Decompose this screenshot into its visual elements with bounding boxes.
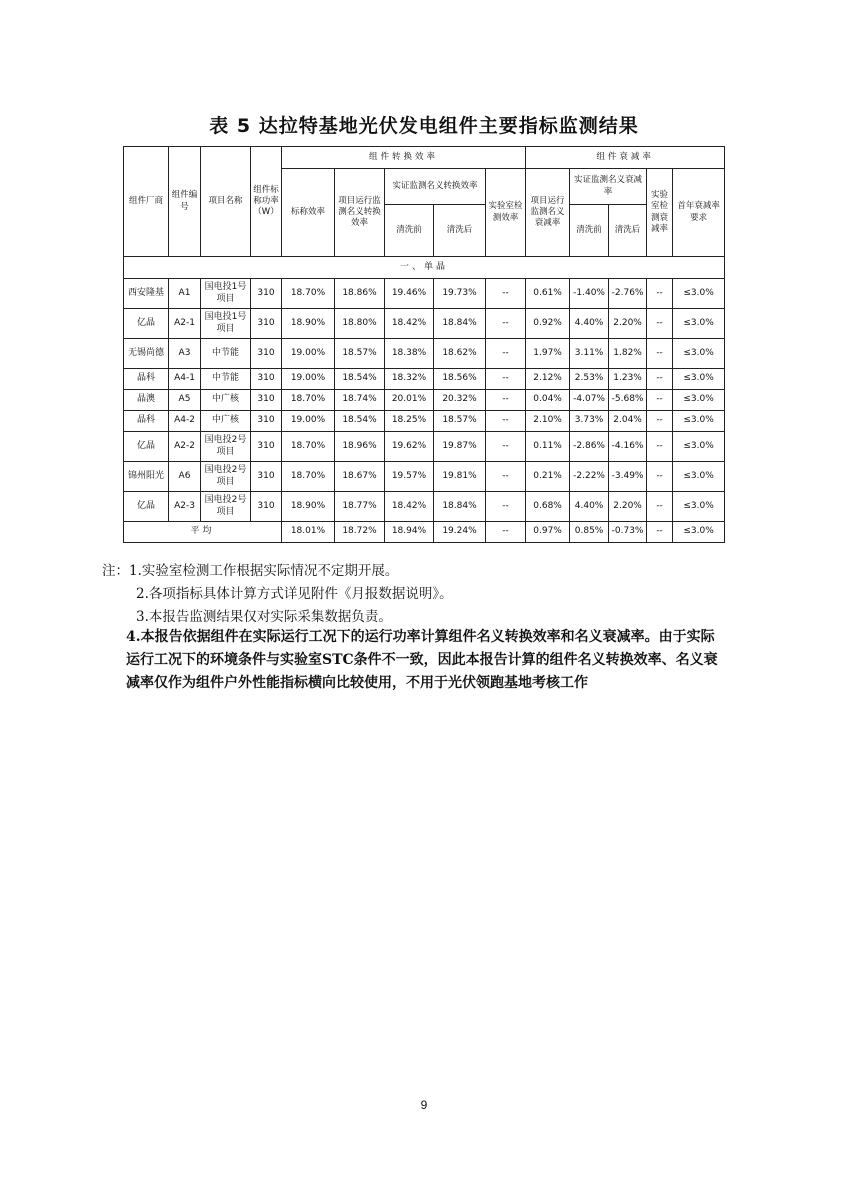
average-cell: 0.97% xyxy=(526,522,570,543)
table-cell-lab-eff: -- xyxy=(486,390,526,411)
table-cell-lab-decay: -- xyxy=(647,369,673,390)
table-cell-decay-after: -5.68% xyxy=(609,390,647,411)
table-cell-req: ≤3.0% xyxy=(673,309,725,339)
page-number: 9 xyxy=(420,1098,428,1112)
table-cell-decay-after: -2.76% xyxy=(609,279,647,309)
table-cell-power: 310 xyxy=(251,462,282,492)
table-cell-field-before: 19.46% xyxy=(385,279,434,309)
table-cell-project: 国电投1号项目 xyxy=(201,279,251,309)
table-cell-field-before: 18.38% xyxy=(385,339,434,369)
col-power: 组件标称功率（W） xyxy=(251,147,282,257)
table-cell-field-after: 18.57% xyxy=(434,411,486,432)
table-row xyxy=(124,369,725,390)
table-cell-manufacturer: 晶澳 xyxy=(124,390,169,411)
table-cell-power: 310 xyxy=(251,492,282,522)
table-cell-req: ≤3.0% xyxy=(673,279,725,309)
table-cell-field-before: 18.32% xyxy=(385,369,434,390)
table-cell-decay-before: 2.53% xyxy=(570,369,609,390)
table-cell-project-decay: 2.12% xyxy=(526,369,570,390)
average-cell: -0.73% xyxy=(609,522,647,543)
col-decay-after: 清洗后 xyxy=(609,205,647,257)
col-field-before: 清洗前 xyxy=(385,205,434,257)
table-cell-project-conv: 18.96% xyxy=(335,432,385,462)
average-cell: 18.72% xyxy=(335,522,385,543)
table-cell-project-decay: 0.04% xyxy=(526,390,570,411)
table-cell-decay-before: 3.73% xyxy=(570,411,609,432)
average-cell: 18.94% xyxy=(385,522,434,543)
table-row xyxy=(124,462,725,492)
table-cell-field-after: 19.87% xyxy=(434,432,486,462)
table-cell-code: A2-2 xyxy=(169,432,201,462)
table-cell-project: 中节能 xyxy=(201,369,251,390)
table-cell-lab-decay: -- xyxy=(647,432,673,462)
table-cell-lab-eff: -- xyxy=(486,492,526,522)
table-cell-field-before: 20.01% xyxy=(385,390,434,411)
table-cell-project: 中广核 xyxy=(201,390,251,411)
table-row xyxy=(124,339,725,369)
table-row xyxy=(124,390,725,411)
table-cell-manufacturer: 锦州阳光 xyxy=(124,462,169,492)
table-cell-project-conv: 18.67% xyxy=(335,462,385,492)
table-cell-req: ≤3.0% xyxy=(673,369,725,390)
table-cell-project-conv: 18.74% xyxy=(335,390,385,411)
table-cell-project-conv: 18.77% xyxy=(335,492,385,522)
table-cell-decay-after: 2.04% xyxy=(609,411,647,432)
table-cell-project-decay: 0.21% xyxy=(526,462,570,492)
table-cell-decay-after: 1.82% xyxy=(609,339,647,369)
col-nominal-eff: 标称效率 xyxy=(282,169,335,257)
table-cell-project: 国电投2号项目 xyxy=(201,432,251,462)
table-cell-manufacturer: 晶科 xyxy=(124,411,169,432)
average-cell: 0.85% xyxy=(570,522,609,543)
table-cell-lab-decay: -- xyxy=(647,339,673,369)
table-cell-code: A4-2 xyxy=(169,411,201,432)
table-cell-field-after: 18.62% xyxy=(434,339,486,369)
table-cell-power: 310 xyxy=(251,369,282,390)
table-cell-decay-after: 1.23% xyxy=(609,369,647,390)
table-cell-field-after: 18.84% xyxy=(434,309,486,339)
table-cell-power: 310 xyxy=(251,309,282,339)
table-cell-decay-after: -3.49% xyxy=(609,462,647,492)
table-cell-project: 国电投2号项目 xyxy=(201,492,251,522)
table-cell-decay-before: 4.40% xyxy=(570,492,609,522)
col-project-conv: 项目运行监测名义转换效率 xyxy=(335,169,385,257)
table-row xyxy=(124,411,725,432)
table-cell-project-decay: 1.97% xyxy=(526,339,570,369)
col-manufacturer: 组件厂商 xyxy=(124,147,169,257)
average-cell: ≤3.0% xyxy=(673,522,725,543)
table-row xyxy=(124,492,725,522)
table-cell-field-after: 20.32% xyxy=(434,390,486,411)
table-cell-lab-eff: -- xyxy=(486,462,526,492)
table-cell-lab-decay: -- xyxy=(647,309,673,339)
conversion-group-header: 组件转换效率 xyxy=(282,147,526,169)
table-cell-decay-before: 4.40% xyxy=(570,309,609,339)
table-cell-project-decay: 0.11% xyxy=(526,432,570,462)
results-table xyxy=(123,146,725,543)
table-cell-nominal-eff: 19.00% xyxy=(282,369,335,390)
table-row xyxy=(124,279,725,309)
table-cell-lab-decay: -- xyxy=(647,492,673,522)
table-cell-project-conv: 18.57% xyxy=(335,339,385,369)
table-cell-project-conv: 18.54% xyxy=(335,369,385,390)
table-row xyxy=(124,432,725,462)
table-cell-decay-after: 2.20% xyxy=(609,309,647,339)
section-label: 一、单晶 xyxy=(124,257,725,279)
page-title: 表 5 达拉特基地光伏发电组件主要指标监测结果 xyxy=(209,115,639,137)
table-cell-field-before: 19.57% xyxy=(385,462,434,492)
table-cell-project-decay: 0.61% xyxy=(526,279,570,309)
table-cell-lab-eff: -- xyxy=(486,411,526,432)
table-cell-field-before: 18.42% xyxy=(385,492,434,522)
table-cell-power: 310 xyxy=(251,432,282,462)
table-cell-decay-before: -2.22% xyxy=(570,462,609,492)
table-cell-lab-eff: -- xyxy=(486,339,526,369)
table-cell-field-before: 18.25% xyxy=(385,411,434,432)
table-cell-lab-eff: -- xyxy=(486,432,526,462)
table-cell-decay-before: -4.07% xyxy=(570,390,609,411)
table-cell-manufacturer: 亿晶 xyxy=(124,432,169,462)
table-cell-field-after: 19.81% xyxy=(434,462,486,492)
average-cell: -- xyxy=(647,522,673,543)
table-cell-nominal-eff: 18.70% xyxy=(282,279,335,309)
table-cell-field-before: 19.62% xyxy=(385,432,434,462)
table-cell-nominal-eff: 19.00% xyxy=(282,339,335,369)
table-cell-code: A6 xyxy=(169,462,201,492)
note-3: 3.本报告监测结果仅对实际采集数据负责。 xyxy=(136,609,392,625)
table-cell-power: 310 xyxy=(251,339,282,369)
table-cell-field-before: 18.42% xyxy=(385,309,434,339)
table-cell-decay-before: 3.11% xyxy=(570,339,609,369)
table-cell-code: A5 xyxy=(169,390,201,411)
col-lab-decay: 实验室检测衰减率 xyxy=(647,169,673,257)
table-cell-req: ≤3.0% xyxy=(673,390,725,411)
table-cell-req: ≤3.0% xyxy=(673,432,725,462)
note-1: 注：1.实验室检测工作根据实际情况不定期开展。 xyxy=(102,563,399,579)
table-cell-manufacturer: 无锡尚德 xyxy=(124,339,169,369)
average-cell: 18.01% xyxy=(282,522,335,543)
col-first-year-req: 首年衰减率要求 xyxy=(673,169,725,257)
table-cell-project-conv: 18.80% xyxy=(335,309,385,339)
col-field-conv: 实证监测名义转换效率 xyxy=(385,169,486,205)
table-cell-field-after: 19.73% xyxy=(434,279,486,309)
col-decay-before: 清洗前 xyxy=(570,205,609,257)
table-cell-lab-decay: -- xyxy=(647,411,673,432)
table-cell-code: A1 xyxy=(169,279,201,309)
table-cell-manufacturer: 亿晶 xyxy=(124,309,169,339)
table-cell-manufacturer: 西安隆基 xyxy=(124,279,169,309)
col-field-after: 清洗后 xyxy=(434,205,486,257)
table-row xyxy=(124,309,725,339)
decay-group-header: 组件衰减率 xyxy=(526,147,725,169)
average-row xyxy=(124,522,725,543)
table-cell-lab-decay: -- xyxy=(647,390,673,411)
col-lab-eff: 实验室检测效率 xyxy=(486,169,526,257)
table-cell-nominal-eff: 18.90% xyxy=(282,309,335,339)
table-cell-req: ≤3.0% xyxy=(673,411,725,432)
table-cell-power: 310 xyxy=(251,390,282,411)
table-cell-nominal-eff: 18.70% xyxy=(282,432,335,462)
table-cell-decay-before: -1.40% xyxy=(570,279,609,309)
table-cell-project-decay: 2.10% xyxy=(526,411,570,432)
table-cell-project: 国电投1号项目 xyxy=(201,309,251,339)
table-cell-decay-after: 2.20% xyxy=(609,492,647,522)
table-cell-lab-eff: -- xyxy=(486,309,526,339)
table-cell-field-after: 18.84% xyxy=(434,492,486,522)
table-cell-req: ≤3.0% xyxy=(673,462,725,492)
table-cell-decay-after: -4.16% xyxy=(609,432,647,462)
table-cell-nominal-eff: 18.90% xyxy=(282,492,335,522)
table-cell-field-after: 18.56% xyxy=(434,369,486,390)
table-cell-code: A2-3 xyxy=(169,492,201,522)
table-cell-power: 310 xyxy=(251,411,282,432)
table-cell-lab-decay: -- xyxy=(647,462,673,492)
average-cell: 19.24% xyxy=(434,522,486,543)
table-cell-project-decay: 0.68% xyxy=(526,492,570,522)
table-cell-code: A3 xyxy=(169,339,201,369)
col-field-decay: 实证监测名义衰减率 xyxy=(570,169,647,205)
table-cell-manufacturer: 亿晶 xyxy=(124,492,169,522)
table-cell-manufacturer: 晶科 xyxy=(124,369,169,390)
table-cell-code: A4-1 xyxy=(169,369,201,390)
table-cell-nominal-eff: 18.70% xyxy=(282,390,335,411)
table-cell-lab-decay: -- xyxy=(647,279,673,309)
table-cell-project-conv: 18.86% xyxy=(335,279,385,309)
table-cell-project-decay: 0.92% xyxy=(526,309,570,339)
table-cell-decay-before: -2.86% xyxy=(570,432,609,462)
table-cell-project: 中广核 xyxy=(201,411,251,432)
note-4: 4.本报告依据组件在实际运行工况下的运行功率计算组件名义转换效率和名义衰减率。由于实际运行工况下的环境条件与实验室STC条件不一致，因此本报告计算的组件名义转换效率、名义衰减率仅作为组件户外性能指标横向比较使用，不用于光伏领跑基地考核工作 xyxy=(126,629,718,691)
col-project: 项目名称 xyxy=(201,147,251,257)
table-cell-project-conv: 18.54% xyxy=(335,411,385,432)
average-label: 平均 xyxy=(124,522,282,543)
average-cell: -- xyxy=(486,522,526,543)
table-cell-lab-eff: -- xyxy=(486,369,526,390)
note-2: 2.各项指标具体计算方式详见附件《月报数据说明》。 xyxy=(136,586,453,602)
table-cell-req: ≤3.0% xyxy=(673,492,725,522)
table-cell-nominal-eff: 19.00% xyxy=(282,411,335,432)
table-cell-project: 国电投2号项目 xyxy=(201,462,251,492)
table-cell-code: A2-1 xyxy=(169,309,201,339)
table-cell-lab-eff: -- xyxy=(486,279,526,309)
table-cell-power: 310 xyxy=(251,279,282,309)
table-cell-project: 中节能 xyxy=(201,339,251,369)
table-cell-nominal-eff: 18.70% xyxy=(282,462,335,492)
table-cell-req: ≤3.0% xyxy=(673,339,725,369)
col-project-decay: 项目运行监测名义衰减率 xyxy=(526,169,570,257)
col-code: 组件编号 xyxy=(169,147,201,257)
